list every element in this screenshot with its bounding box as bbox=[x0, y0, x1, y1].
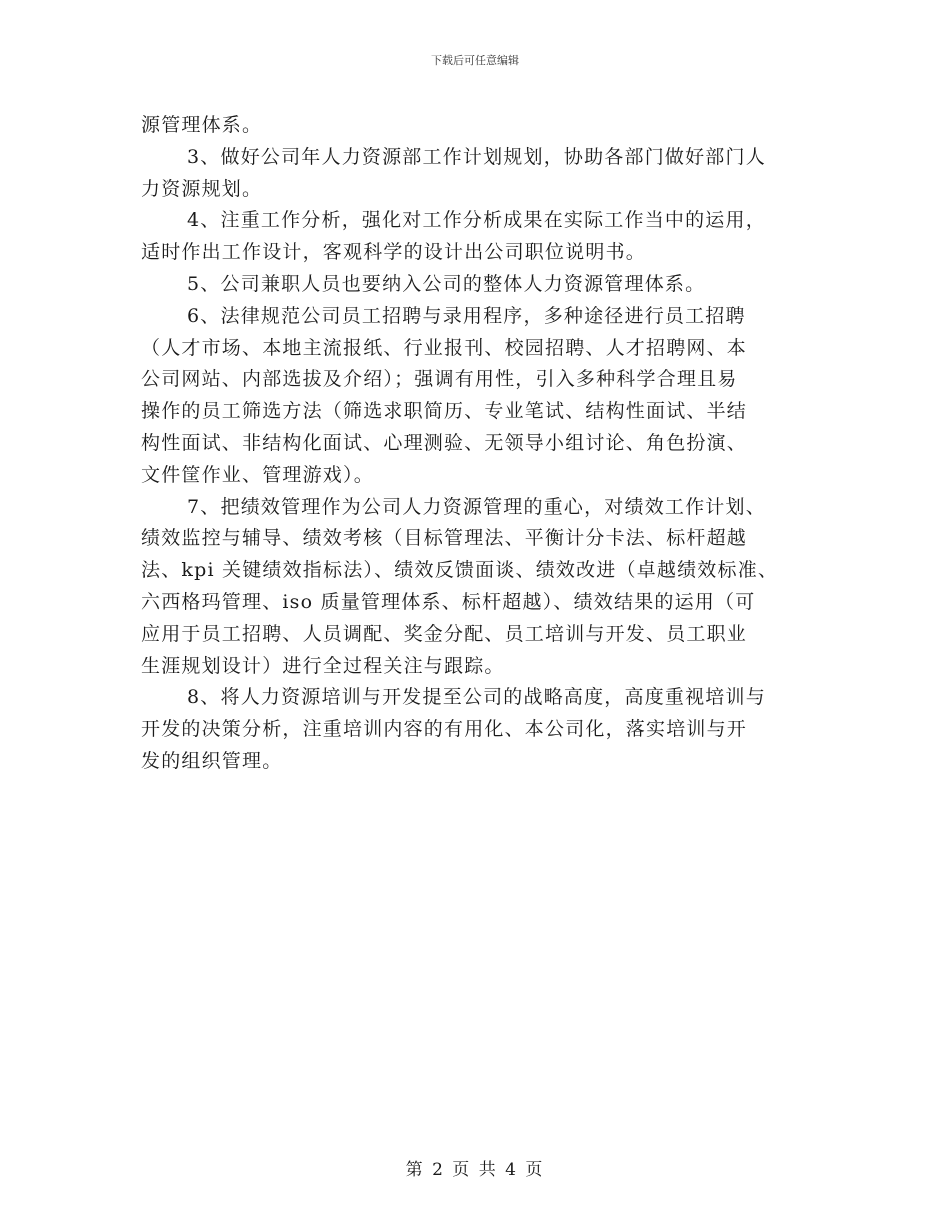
document-body bbox=[141, 110, 831, 778]
text-line: 发的组织管理。 bbox=[141, 749, 283, 772]
text-line: 构性面试、非结构化面试、心理测验、无领导小组讨论、角色扮演、 bbox=[141, 431, 748, 454]
text-line: 4、注重工作分析，强化对工作分析成果在实际工作当中的运用， bbox=[187, 209, 766, 232]
text-line: 开发的决策分析，注重培训内容的有用化、本公司化，落实培训与开 bbox=[141, 718, 748, 741]
text-line: 源管理体系。 bbox=[141, 114, 263, 136]
text-line: 公司网站、内部选拔及介绍）；强调有用性，引入多种科学合理且易 bbox=[141, 368, 738, 391]
text-line: 6、法律规范公司员工招聘与录用程序，多种途径进行员工招聘 bbox=[187, 304, 746, 327]
text-line: 适时作出工作设计，客观科学的设计出公司职位说明书。 bbox=[141, 241, 647, 264]
text-line: （人才市场、本地主流报纸、行业报刊、校园招聘、人才招聘网、本 bbox=[141, 336, 748, 359]
text-line: 力资源规划。 bbox=[141, 177, 263, 200]
text-line: 操作的员工筛选方法（筛选求职简历、专业笔试、结构性面试、半结 bbox=[141, 400, 748, 423]
text-line: 5、公司兼职人员也要纳入公司的整体人力资源管理体系。 bbox=[187, 272, 706, 295]
text-line: 绩效监控与辅导、绩效考核（目标管理法、平衡计分卡法、标杆超越 bbox=[141, 527, 748, 550]
text-line: 六西格玛管理、iso 质量管理体系、标杆超越）、绩效结果的运用（可 bbox=[141, 590, 756, 613]
page-header: 下载后可任意编辑 bbox=[431, 54, 519, 67]
text-line: 法、kpi 关键绩效指标法）、绩效反馈面谈、绩效改进（卓越绩效标准、 bbox=[141, 559, 779, 582]
text-line: 8、将人力资源培训与开发提至公司的战略高度，高度重视培训与 bbox=[187, 686, 766, 709]
text-line: 文件筐作业、管理游戏）。 bbox=[141, 463, 374, 486]
text-line: 7、把绩效管理作为公司人力资源管理的重心，对绩效工作计划、 bbox=[187, 495, 766, 518]
text-line: 应用于员工招聘、人员调配、奖金分配、员工培训与开发、员工职业 bbox=[141, 622, 748, 645]
page-footer: 第 2 页 共 4 页 bbox=[405, 1160, 545, 1180]
text-line: 生涯规划设计）进行全过程关注与跟踪。 bbox=[141, 654, 505, 677]
text-line: 3、做好公司年人力资源部工作计划规划，协助各部门做好部门人 bbox=[187, 145, 766, 168]
